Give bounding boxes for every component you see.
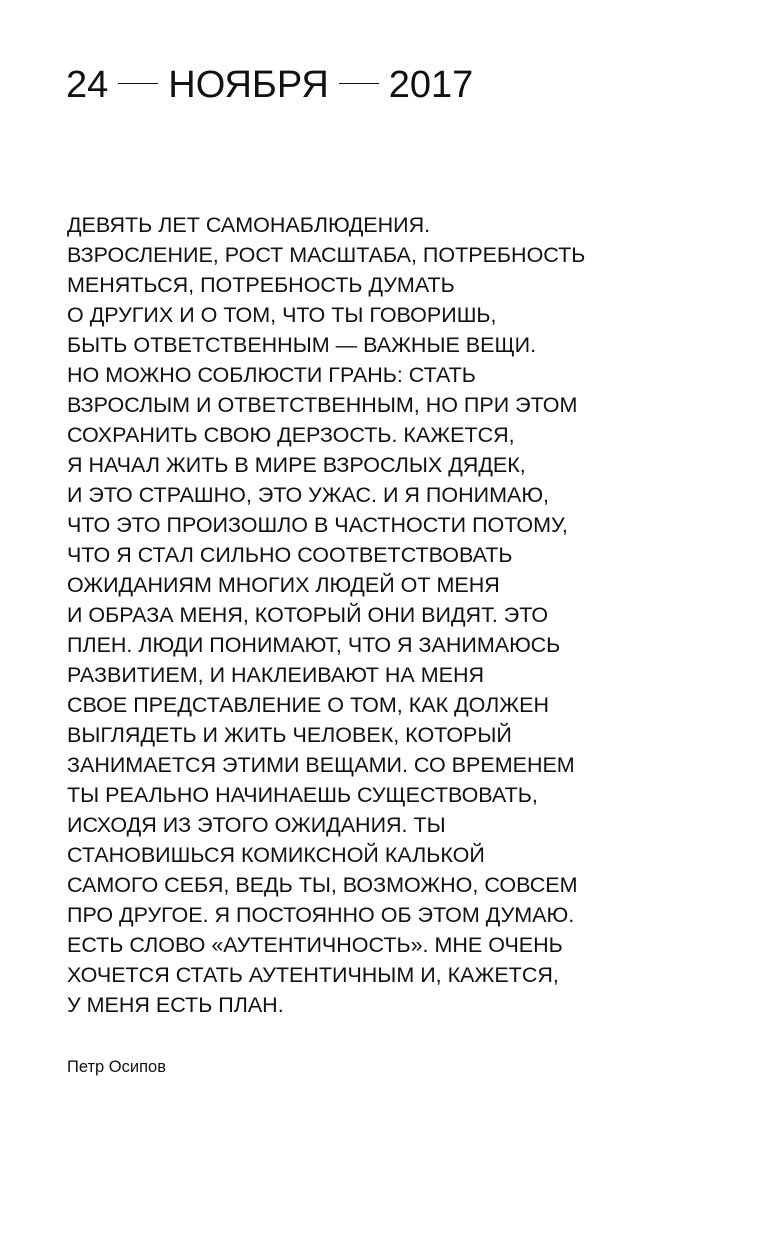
date-day: 24 bbox=[66, 64, 109, 106]
text-line: ЕСТЬ СЛОВО «АУТЕНТИЧНОСТЬ». МНЕ ОЧЕНЬ bbox=[67, 933, 563, 957]
text-line: ЗАНИМАЕТСЯ ЭТИМИ ВЕЩАМИ. СО ВРЕМЕНЕМ bbox=[67, 753, 575, 777]
text-line: ПЛЕН. ЛЮДИ ПОНИМАЮТ, ЧТО Я ЗАНИМАЮСЬ bbox=[67, 633, 561, 657]
text-line: ВЗРОСЛЕНИЕ, РОСТ МАСШТАБА, ПОТРЕБНОСТЬ bbox=[67, 243, 586, 267]
text-line: ПРО ДРУГОЕ. Я ПОСТОЯННО ОБ ЭТОМ ДУМАЮ. bbox=[67, 903, 575, 927]
text-line: ДЕВЯТЬ ЛЕТ САМОНАБЛЮДЕНИЯ. bbox=[67, 213, 431, 237]
dash-separator bbox=[118, 83, 158, 84]
text-line: БЫТЬ ОТВЕТСТВЕННЫМ — ВАЖНЫЕ ВЕЩИ. bbox=[67, 333, 537, 357]
text-line: ВЫГЛЯДЕТЬ И ЖИТЬ ЧЕЛОВЕК, КОТОРЫЙ bbox=[67, 723, 512, 747]
text-line: МЕНЯТЬСЯ, ПОТРЕБНОСТЬ ДУМАТЬ bbox=[67, 273, 455, 297]
text-line: И ОБРАЗА МЕНЯ, КОТОРЫЙ ОНИ ВИДЯТ. ЭТО bbox=[67, 603, 549, 627]
dash-separator bbox=[339, 83, 379, 84]
text-line: ЧТО Я СТАЛ СИЛЬНО СООТВЕТСТВОВАТЬ bbox=[67, 543, 513, 567]
text-line: ЧТО ЭТО ПРОИЗОШЛО В ЧАСТНОСТИ ПОТОМУ, bbox=[67, 513, 568, 537]
author-name: Петр Осипов bbox=[67, 1058, 166, 1076]
text-line: САМОГО СЕБЯ, ВЕДЬ ТЫ, ВОЗМОЖНО, СОВСЕМ bbox=[67, 873, 578, 897]
text-line: РАЗВИТИЕМ, И НАКЛЕИВАЮТ НА МЕНЯ bbox=[67, 663, 485, 687]
text-line: И ЭТО СТРАШНО, ЭТО УЖАС. И Я ПОНИМАЮ, bbox=[67, 483, 550, 507]
text-line: ИСХОДЯ ИЗ ЭТОГО ОЖИДАНИЯ. ТЫ bbox=[67, 813, 446, 837]
date-heading bbox=[66, 62, 473, 108]
date-year: 2017 bbox=[388, 64, 474, 106]
body-text bbox=[67, 210, 707, 1020]
text-line: ТЫ РЕАЛЬНО НАЧИНАЕШЬ СУЩЕСТВОВАТЬ, bbox=[67, 783, 538, 807]
text-line: СОХРАНИТЬ СВОЮ ДЕРЗОСТЬ. КАЖЕТСЯ, bbox=[67, 423, 515, 447]
text-line: НО МОЖНО СОБЛЮСТИ ГРАНЬ: СТАТЬ bbox=[67, 363, 476, 387]
text-line: ВЗРОСЛЫМ И ОТВЕТСТВЕННЫМ, НО ПРИ ЭТОМ bbox=[67, 393, 578, 417]
text-line: У МЕНЯ ЕСТЬ ПЛАН. bbox=[67, 993, 284, 1017]
text-line: СТАНОВИШЬСЯ КОМИКСНОЙ КАЛЬКОЙ bbox=[67, 843, 485, 867]
text-line: ХОЧЕТСЯ СТАТЬ АУТЕНТИЧНЫМ И, КАЖЕТСЯ, bbox=[67, 963, 559, 987]
text-line: СВОЕ ПРЕДСТАВЛЕНИЕ О ТОМ, КАК ДОЛЖЕН bbox=[67, 693, 549, 717]
text-line: Я НАЧАЛ ЖИТЬ В МИРЕ ВЗРОСЛЫХ ДЯДЕК, bbox=[67, 453, 526, 477]
text-line: ОЖИДАНИЯМ МНОГИХ ЛЮДЕЙ ОТ МЕНЯ bbox=[67, 573, 500, 597]
text-line: О ДРУГИХ И О ТОМ, ЧТО ТЫ ГОВОРИШЬ, bbox=[67, 303, 497, 327]
date-month: НОЯБРЯ bbox=[168, 64, 329, 106]
